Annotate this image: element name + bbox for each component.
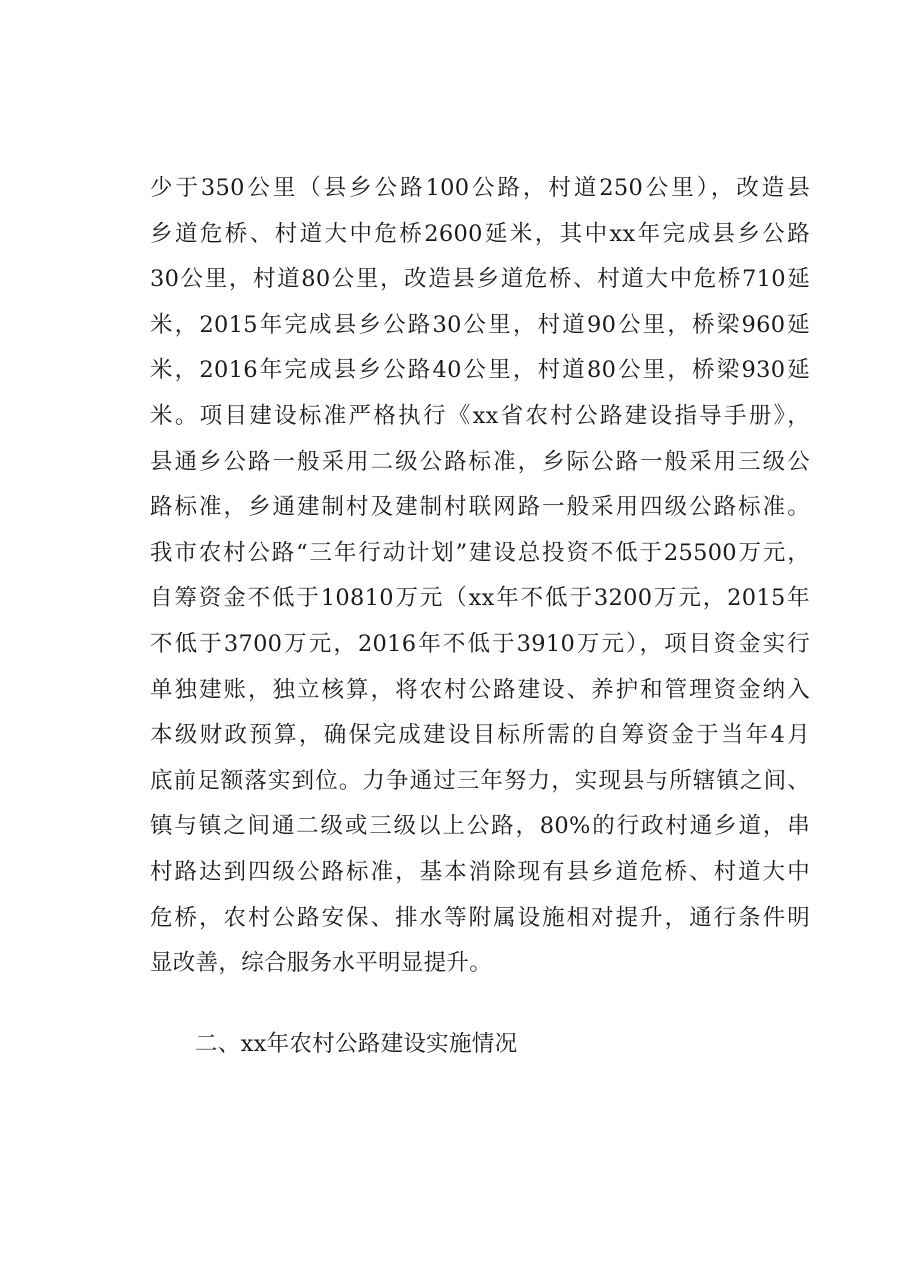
paragraph-line: 少于350公里（县乡公路100公路，村道250公里），改造县: [150, 175, 810, 201]
paragraph-line: 村路达到四级公路标准，基本消除现有县乡道危桥、村道大中: [150, 858, 810, 885]
paragraph-line: 米，2015年完成县乡公路30公里，村道90公里，桥梁960延: [150, 311, 810, 338]
paragraph-line: 单独建账，独立核算，将农村公路建设、养护和管理资金纳入: [150, 676, 810, 703]
paragraph-line: 米。项目建设标准严格执行《xx省农村公路建设指导手册》，: [150, 402, 810, 429]
paragraph-line: 乡道危桥、村道大中危桥2600延米，其中xx年完成县乡公路: [150, 220, 810, 247]
paragraph-line: 本级财政预算，确保完成建设目标所需的自筹资金于当年4月: [150, 722, 810, 749]
paragraph-line: 我市农村公路“三年行动计划”建设总投资不低于25500万元，: [150, 539, 810, 566]
paragraph-line: 自筹资金不低于10810万元（xx年不低于3200万元，2015年: [150, 585, 810, 612]
body-paragraph: [150, 166, 810, 987]
section-heading: 二、xx年农村公路建设实施情况: [195, 1031, 518, 1057]
paragraph-line: 米，2016年完成县乡公路40公里，村道80公里，桥梁930延: [150, 357, 810, 384]
paragraph-line: 显改善，综合服务水平明显提升。: [150, 950, 493, 977]
paragraph-line: 危桥，农村公路安保、排水等附属设施相对提升，通行条件明: [150, 904, 810, 931]
paragraph-line: 底前足额落实到位。力争通过三年努力，实现县与所辖镇之间、: [150, 767, 810, 794]
paragraph-line: 镇与镇之间通二级或三级以上公路，80%的行政村通乡道，串: [150, 813, 810, 840]
paragraph-line: 30公里，村道80公里，改造县乡道危桥、村道大中危桥710延: [150, 266, 810, 293]
paragraph-line: 县通乡公路一般采用二级公路标准，乡际公路一般采用三级公: [150, 448, 810, 475]
paragraph-line: 路标准，乡通建制村及建制村联网路一般采用四级公路标准。: [150, 494, 810, 521]
paragraph-line: 不低于3700万元，2016年不低于3910万元），项目资金实行: [150, 630, 810, 657]
